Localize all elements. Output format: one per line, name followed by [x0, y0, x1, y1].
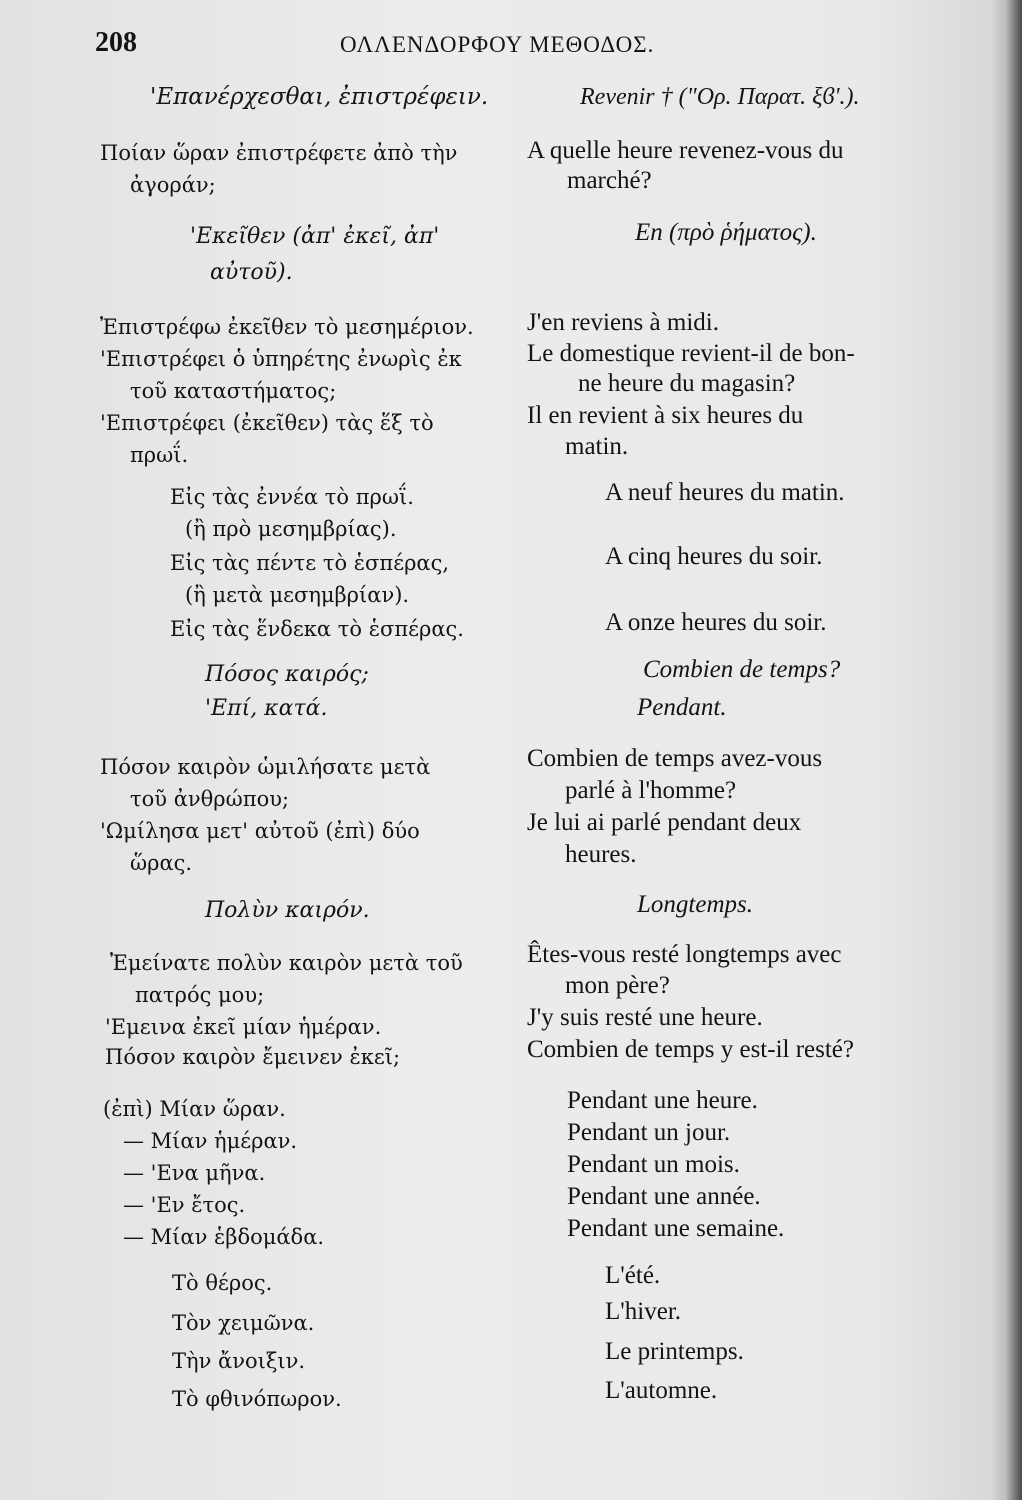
greek-vocab-line: 'Εκεῖθεν (ἀπ' ἐκεῖ, ἀπ': [190, 224, 440, 249]
french-line: Pendant une heure.: [567, 1087, 758, 1114]
french-line: A neuf heures du matin.: [605, 479, 845, 506]
greek-line: 'Εμεινα ἐκεῖ μίαν ἡμέραν.: [105, 1015, 382, 1039]
greek-line: ἀγοράν;: [130, 173, 216, 197]
french-line: mon père?: [565, 972, 670, 999]
greek-line: Πόσον καιρὸν ὡμιλήσατε μετὰ: [100, 755, 431, 779]
french-line: parlé à l'homme?: [565, 777, 737, 804]
french-line: A quelle heure revenez-vous du: [527, 137, 844, 164]
french-line: Combien de temps avez-vous: [527, 745, 823, 772]
french-line: L'hiver.: [605, 1298, 682, 1325]
greek-line: Ἐπιστρέφω ἐκεῖθεν τὸ μεσημέριον.: [100, 315, 474, 339]
greek-line: Εἰς τὰς ἐννέα τὸ πρωΐ.: [170, 485, 414, 509]
greek-line: πατρός μου;: [135, 983, 265, 1007]
french-line: Il en revient à six heures du: [527, 402, 804, 429]
french-line: matin.: [565, 433, 629, 460]
french-line: L'été.: [605, 1262, 661, 1289]
french-line: A cinq heures du soir.: [605, 543, 823, 570]
french-line: ne heure du magasin?: [578, 370, 796, 397]
greek-line: 'Επιστρέφει ὁ ὑπηρέτης ἐνωρὶς ἐκ: [100, 347, 462, 371]
french-line: J'en reviens à midi.: [527, 309, 719, 336]
french-line: J'y suis resté une heure.: [527, 1004, 763, 1031]
french-line: Combien de temps y est-il resté?: [527, 1036, 855, 1063]
french-line: A onze heures du soir.: [605, 609, 827, 636]
running-title: ΟΛΛΕΝΔΟΡΦΟΥ ΜΕΘΟΔΟΣ.: [340, 32, 655, 57]
french-line: heures.: [565, 841, 637, 868]
greek-line: (ἐπὶ) Μίαν ὥραν.: [103, 1097, 286, 1121]
greek-line: τοῦ καταστήματος;: [130, 379, 337, 403]
greek-vocab-line: Πόσος καιρός;: [205, 662, 369, 687]
greek-line: Ποίαν ὥραν ἐπιστρέφετε ἀπὸ τὴν: [100, 141, 458, 165]
greek-vocab-line: Πολὺν καιρόν.: [205, 898, 370, 923]
greek-heading-line: 'Επανέρχεσθαι, ἐπιστρέφειν.: [150, 84, 489, 110]
greek-line: Τὸ φθινόπωρον.: [172, 1387, 342, 1411]
greek-line: τοῦ ἀνθρώπου;: [130, 787, 290, 811]
greek-line: Τὴν ἄνοιξιν.: [172, 1349, 306, 1373]
greek-line: Πόσον καιρὸν ἔμεινεν ἐκεῖ;: [105, 1045, 401, 1069]
greek-line: — Μίαν ἡμέραν.: [123, 1129, 298, 1153]
greek-line: Ἐμείνατε πολὺν καιρὸν μετὰ τοῦ: [110, 951, 463, 975]
greek-line: — Μίαν ἑβδομάδα.: [123, 1225, 325, 1249]
french-vocab-line: Pendant.: [637, 694, 727, 721]
greek-line: 'Ωμίλησα μετ' αὐτοῦ (ἐπὶ) δύο: [100, 819, 420, 843]
french-line: marché?: [567, 167, 652, 194]
french-heading-line: Revenir † ("Ορ. Παρατ. ξϐ'.).: [580, 84, 860, 110]
greek-line: Τὸ θέρος.: [172, 1271, 273, 1295]
greek-line: Εἰς τὰς ἕνδεκα τὸ ἑσπέρας.: [170, 617, 464, 641]
greek-line: (ἢ πρὸ μεσημβρίας).: [185, 517, 397, 541]
french-vocab-line: Combien de temps?: [643, 656, 841, 683]
french-line: Je lui ai parlé pendant deux: [527, 809, 802, 836]
greek-line: πρωΐ.: [130, 443, 189, 467]
page-number: 208: [95, 27, 137, 58]
greek-line: — 'Ενα μῆνα.: [123, 1161, 266, 1185]
greek-line: Τὸν χειμῶνα.: [172, 1311, 315, 1335]
greek-vocab-line: αὐτοῦ).: [210, 260, 293, 285]
greek-line: — 'Εν ἔτος.: [123, 1193, 246, 1217]
french-vocab-line: Longtemps.: [637, 891, 753, 918]
french-line: Le printemps.: [605, 1338, 744, 1365]
greek-line: Εἰς τὰς πέντε τὸ ἑσπέρας,: [170, 551, 450, 575]
book-spine-shadow: [1004, 0, 1022, 1500]
french-line: Pendant un jour.: [567, 1119, 731, 1146]
greek-line: ὥρας.: [130, 851, 193, 875]
french-line: Pendant une année.: [567, 1183, 761, 1210]
french-vocab-line: En (πρὸ ῥήματος).: [635, 219, 817, 246]
french-line: L'automne.: [605, 1377, 718, 1404]
greek-line: (ἢ μετὰ μεσημβρίαν).: [185, 583, 410, 607]
greek-vocab-line: 'Επί, κατά.: [205, 696, 328, 721]
french-line: Êtes-vous resté longtemps avec: [527, 941, 842, 968]
greek-line: 'Επιστρέφει (ἐκεῖθεν) τὰς ἕξ τὸ: [100, 411, 434, 435]
french-line: Pendant une semaine.: [567, 1215, 785, 1242]
french-line: Le domestique revient-il de bon-: [527, 340, 855, 367]
french-line: Pendant un mois.: [567, 1151, 740, 1178]
